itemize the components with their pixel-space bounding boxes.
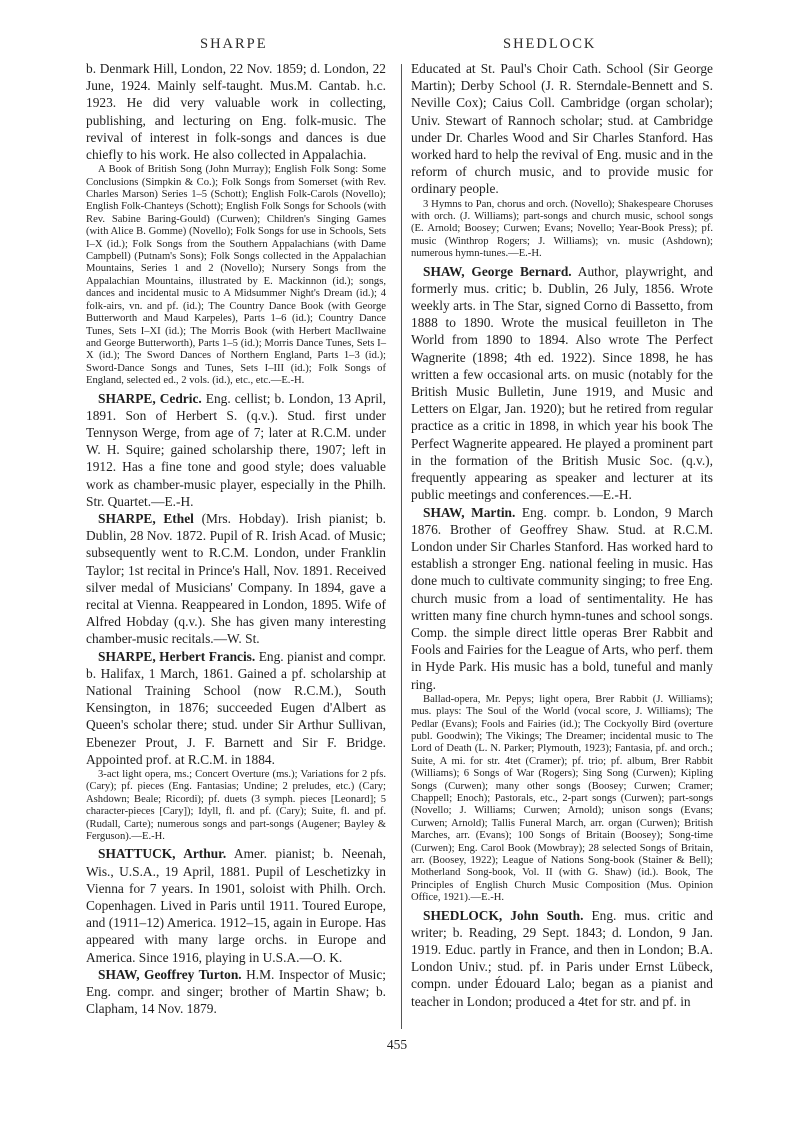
entry-headword: SHATTUCK, Arthur. <box>98 846 227 862</box>
entry-headword: SHEDLOCK, John South. <box>423 907 584 923</box>
entry <box>411 907 713 1010</box>
entry-text: Amer. pianist; b. Neenah, Wis., U.S.A., 19 April, 1881. Pupil of Leschetizky in Vienna for 7 years. In 1901, soloist with Philh. Orch. Copenhagen. Lived in Paris until 1911. Toured Europe, and (1911–12) America. 1912–15, again in Europe. Has appeared with many large orchs. in Europe and America. Since 1916, playing in U.S.A.—O. K. <box>86 846 386 965</box>
page-number: 455 <box>386 1037 408 1052</box>
entry-headword: SHAW, Martin. <box>423 504 516 520</box>
entry <box>86 845 386 965</box>
entry-text: Eng. pianist and compr. b. Halifax, 1 March, 1861. Gained a pf. scholarship at National Training School (now R.C.M.), South Kensington, in 1876; succeeded Eugen d'Albert as Queen's scholar there; stud. under Sir Arthur Sullivan, Ebenezer Prout, J. F. Barnett and Sir F. Bridge. Appointed prof. at R.C.M. in 1884. <box>86 648 386 767</box>
entry <box>411 263 713 504</box>
column-divider <box>401 64 402 1029</box>
running-head-left: SHARPE <box>200 36 268 52</box>
entry-headword: SHAW, George Bernard. <box>423 263 572 279</box>
running-head-right: SHEDLOCK <box>503 36 597 52</box>
entry <box>86 966 386 1018</box>
entry <box>86 648 386 768</box>
works-list: 3 Hymns to Pan, chorus and orch. (Novello); Shakespeare Choruses with orch. (J. Williams); part-songs and church music, school songs (E. Arnold; Boosey; Curwen; Evans; Novello; Year-Book Press); pf. music (Winthrop Rogers; J. Williams); vn. music (Ashdown); numerous hymn-tunes.—E.-H. <box>411 198 713 260</box>
entry-continuation: b. Denmark Hill, London, 22 Nov. 1859; d. London, 22 June, 1924. Mainly self-taught. Mus.M. Cantab. h.c. 1923. He did very valuable work in collecting, publishing, and lecturing on Eng. folk-music. The revival of interest in folk-songs and dances is due chiefly to his work. He also collected in Appalachia. <box>86 61 386 163</box>
entry-headword: SHARPE, Ethel <box>98 510 194 526</box>
entry-text: H.M. Inspector of Music; Eng. compr. and singer; brother of Martin Shaw; b. Clapham, 14 Nov. 1879. <box>86 966 386 1017</box>
entry-text: Eng. cellist; b. London, 13 April, 1891. Son of Herbert S. (q.v.). Stud. first under Tennyson Werge, from age of 7; later at R.C.M. under W. H. Squire; gained scholarship there, 1907; left in 1912. Has a fine tone and good style; does valuable work as chamber-music player, especially in the Philh. Str. Quartet.—E.-H. <box>86 390 386 509</box>
entry-text: Eng. compr. b. London, 9 March 1876. Brother of Geoffrey Shaw. Stud. at R.C.M. London under Sir Charles Stanford. Has worked hard to establish a stronger Eng. national feeling in music. Has done much to cultivate community singing; to free Eng. church music from a load of sentimentality. He has written many fine church hymn-tunes and school songs. Comp. the simple direct little operas Brer Rabbit and Fools and Fairies for the League of Arts, who perf. them in Hyde Park. His music has a bold, tuneful and manly ring. <box>411 504 714 692</box>
works-list: 3-act light opera, ms.; Concert Overture (ms.); Variations for 2 pfs. (Cary); pf. pieces (Eng. Fantasias; Undine; 2 preludes, etc.) (Cary; Ashdown; Beale; Ricordi); pf. duets (3 symph. pieces [Leonard]; 5 character-pieces [Cary]); Idyll, fl. and pf. (Cary); Suite, fl. and pf. (Rudall, Carte); numerous songs and part-songs (Augener; Bayley & Ferguson).—E.-H. <box>86 769 386 843</box>
entry-headword: SHAW, Geoffrey Turton. <box>98 966 242 982</box>
right-column <box>411 60 713 1010</box>
works-list: A Book of British Song (John Murray); English Folk Song: Some Conclusions (Simpkin & Co.); Folk Songs from Somerset (with Rev. Charles Marson) Series 1–5 (Schott); English Folk-Carols (Novello); English Folk-Chanteys (Schott); English Folk Songs for Schools (with Rev. Sabine Baring-Gould) (Curwen); Children's Singing Games (with Alice B. Gomme) (Novello); Folk Songs for use in Schools, Sets I–X (id.); Folk Songs from the Southern Appalachians (with Dame Campbell) (Putnam's Sons); Folk Songs collected in the Appalachian Mountains, Series 1 and 2 (Novello); Nursery Songs from the Appalachian Mountains, illustrated by E. Mackinnon (id.); songs, dances and incidental music to A Midsummer Night's Dream (id.); 4 folk-airs, vn. and pf. (id.); The Country Dance Book (with George Butterworth and Maud Karpeles), Parts 1–6 (id.); Country Dance Tunes, Sets I–XI (id.); The Morris Book (with Herbert MacIlwaine and George Butterworth), Parts 1–5 (id.); Morris Dance Tunes, Sets I–X (id.); The Sword Dances of Northern England, Parts 1–3 (id.); Sword-Dance Songs and Tunes, Sets I–III (id.); Folk Songs of England, selected ed., 2 vols. (id.), etc., etc.—E.-H. <box>86 164 386 387</box>
entry <box>411 504 713 693</box>
entry-headword: SHARPE, Cedric. <box>98 390 202 406</box>
entry-continuation: Educated at St. Paul's Choir Cath. School (Sir George Martin); Derby School (J. R. Sterndale-Bennett and S. Neville Cox); Caius Coll. Cambridge (organ scholar); Univ. Stewart of Rannoch scholar; stud. at Cambridge under Dr. Charles Wood and Sir Charles Stanford. Has worked hard to help the revival of Eng. music and in the reform of church music, and to provide music for ordinary people. <box>411 61 713 197</box>
entry <box>86 390 386 510</box>
works-list: Ballad-opera, Mr. Pepys; light opera, Brer Rabbit (J. Williams); mus. plays: The Soul of the World (vocal score, J. Williams); The Pedlar (Evans); Fools and Fairies (id.); The Cockyolly Bird (overture publ. Goodwin); The Vikings; The Dreamer; incidental music to The Lord of Death (L. N. Parker; Plymouth, 1923); Fantasia, pf. and orch.; Suite, A mi. for str. 4tet (Cramer); pf. trio; pf. album, Brer Rabbit (Williams); 6 Songs of War (Rogers); Sing Song (Curwen); Kipling Songs (Curwen); many other songs (Boosey; Curwen; Cramer; Chappell; Enoch); Pastorals, etc., 2-part songs (Curwen); part-songs (Novello; J. Williams; Curwen; Arnold); unison songs (Evans; Curwen; Arnold); Tallis Funeral March, arr. organ (Curwen); British Marches, arr. (Evans); 100 Songs of Britain (Boosey); Song-time (Curwen); Eng. Carol Book (Mowbray); 28 selected Songs of Britain, arr. (Boosey, 1922); League of Nations Song-book (Stainer & Bell); Motherland Song-book, Vol. II (with G. Shaw) (id.). Book, The Principles of English Church Music Composition (Mus. Opinion Office, 1921).—E.-H. <box>411 693 713 904</box>
entry-headword: SHARPE, Herbert Francis. <box>98 648 256 664</box>
entry-text: Author, playwright, and formerly mus. critic; b. Dublin, 26 July, 1856. Wrote weekly arts. in The Star, signed Corno di Bassetto, from 1888 to 1890. Wrote the musical feuilleton in The World from 1890 to 1894. Also wrote The Perfect Wagnerite (1898; 4th ed. 1922). Since 1898, he has written a few occasional arts. on music (notably for the British Music Bulletin, June 1919, and Music and Letters on Elgar, Jan. 1920); but he retired from regular practice as a critic in 1898, in which year his book The Perfect Wagnerite appeared. He played a prominent part in the formation of the British Music Soc. (q.v.), frequently appearing as speaker and lecturer at its public meetings and conferences.—E.-H. <box>411 263 713 503</box>
entry-text: (Mrs. Hobday). Irish pianist; b. Dublin, 28 Nov. 1872. Pupil of R. Irish Acad. of Music; subsequently went to R.C.M. London, under Franklin Taylor; 1st recital in Prince's Hall, Nov. 1891. Received silver medal of Musicians' Company. In 1894, gave a recital at Vienna. Reappeared in London, 1895. Wife of Alfred Hobday (q.v.). She has given many interesting chamber-music recitals.—W. St. <box>86 510 386 647</box>
entry <box>86 510 386 648</box>
entry-text: Eng. mus. critic and writer; b. Reading, 29 Sept. 1843; d. London, 9 Jan. 1919. Educ. partly in France, and then in London; B.A. London Univ.; stud. pf. in Paris under Ernst Lübeck, compn. under Édouard Lalo; began as a pianist and teacher in London; produced a 4tet for str. and pf. in <box>411 907 713 1009</box>
left-column <box>86 60 386 1017</box>
